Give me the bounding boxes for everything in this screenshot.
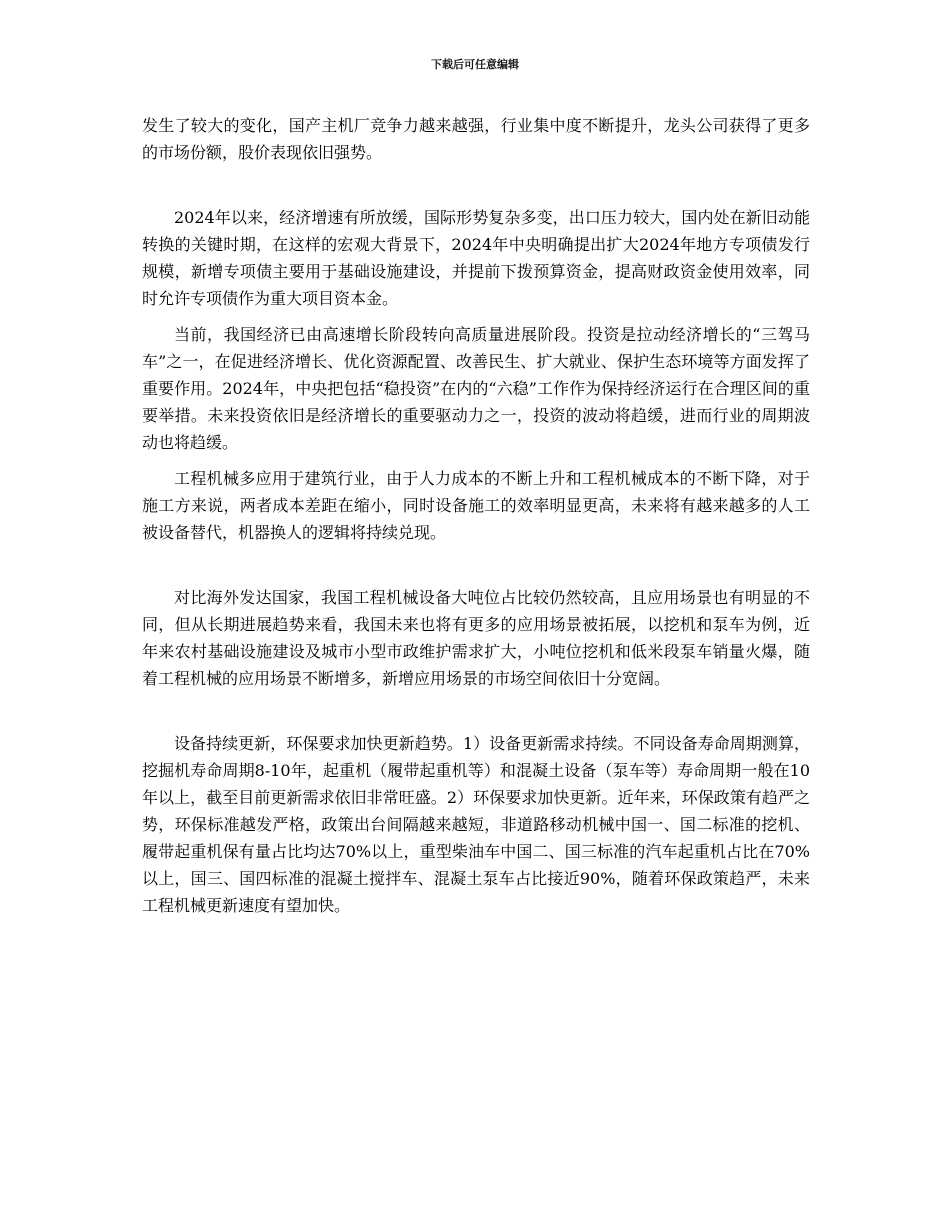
paragraph-macro-background: 2024年以来，经济增速有所放缓，国际形势复杂多变，出口压力较大，国内处在新旧动能转换的关键时期，在这样的宏观大背景下，2024年中央明确提出扩大2024年地方专项债发行规模，新增专项债主要用于基础设施建设，并提前下拨预算资金，提高财政资金使用效率，同时允许专项债作为重大项目资本金。	[142, 208, 810, 308]
page-header-note: 下载后可任意编辑	[431, 58, 519, 71]
paragraph-continuation: 发生了较大的变化，国产主机厂竞争力越来越强，行业集中度不断提升，龙头公司获得了更多的市场份额，股价表现依旧强势。	[142, 116, 810, 162]
document-body	[142, 112, 810, 919]
paragraph-equipment-renewal: 设备持续更新，环保要求加快更新趋势。1）设备更新需求持续。不同设备寿命周期测算，挖掘机寿命周期8-10年，起重机（履带起重机等）和混凝土设备（泵车等）寿命周期一般在10年以上，截至目前更新需求依旧非常旺盛。2）环保要求加快更新。近年来，环保政策有趋严之势，环保标准越发严格，政策出台间隔越来越短，非道路移动机械中国一、国二标准的挖机、履带起重机保有量占比均达70%以上，重型柴油车中国二、国三标准的汽车起重机占比在70%以上，国三、国四标准的混凝土搅拌车、混凝土泵车占比接近90%，随着环保政策趋严，未来工程机械更新速度有望加快。	[142, 734, 810, 915]
paragraph-labor-substitution: 工程机械多应用于建筑行业，由于人力成本的不断上升和工程机械成本的不断下降，对于施工方来说，两者成本差距在缩小，同时设备施工的效率明显更高，未来将有越来越多的人工被设备替代，机器换人的逻辑将持续兑现。	[142, 469, 810, 542]
paragraph-application-scenarios: 对比海外发达国家，我国工程机械设备大吨位占比较仍然较高，且应用场景也有明显的不同，但从长期进展趋势来看，我国未来也将有更多的应用场景被拓展，以挖机和泵车为例，近年来农村基础设施建设及城市小型市政维护需求扩大，小吨位挖机和低米段泵车销量火爆，随着工程机械的应用场景不断增多，新增应用场景的市场空间依旧十分宽阔。	[142, 588, 810, 688]
paragraph-investment: 当前，我国经济已由高速增长阶段转向高质量进展阶段。投资是拉动经济增长的“三驾马车”之一，在促进经济增长、优化资源配置、改善民生、扩大就业、保护生态环境等方面发挥了重要作用。2024年，中央把包括“稳投资”在内的“六稳”工作作为保持经济运行在合理区间的重要举措。未来投资依旧是经济增长的重要驱动力之一，投资的波动将趋缓，进而行业的周期波动也将趋缓。	[142, 325, 810, 452]
